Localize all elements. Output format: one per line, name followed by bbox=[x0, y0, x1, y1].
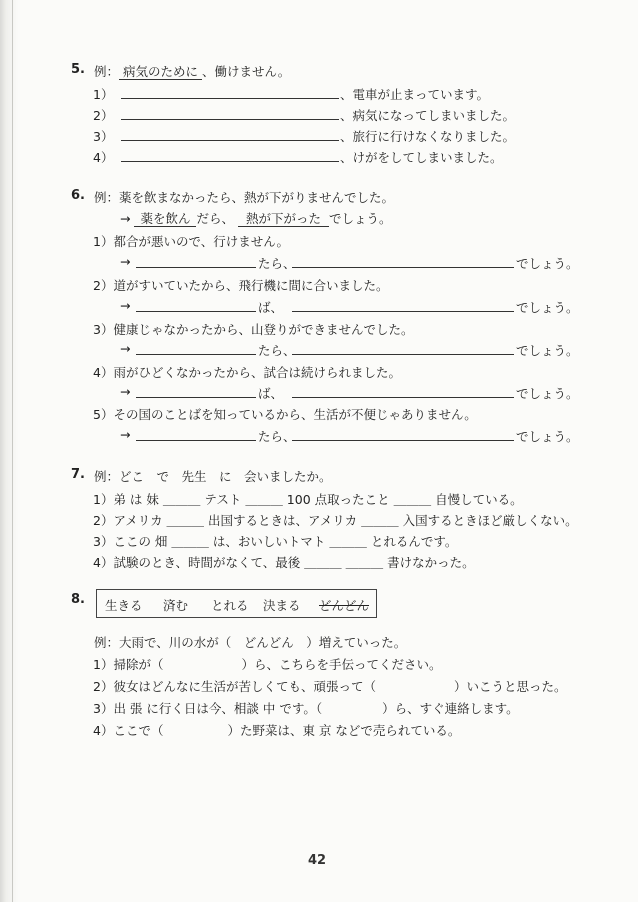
arrow-icon: → bbox=[120, 341, 131, 356]
section-6-example: 例：薬を飲まなかったら、熱が下がりませんでした。 bbox=[94, 190, 395, 205]
s6-item-4-mid: ば、 bbox=[258, 386, 284, 401]
s8-item-2: 2）彼女はどんなに生活が苦しくても、頑張って（ ）いこうと思った。 bbox=[93, 679, 567, 694]
s6-item-3-mid: たら、 bbox=[258, 343, 296, 358]
s6-item-1-blank-a[interactable] bbox=[136, 255, 256, 268]
s6-item-2-blank-a[interactable] bbox=[136, 299, 256, 312]
example-end: でしょう。 bbox=[329, 211, 392, 226]
s5-item-4-number: 4） bbox=[93, 150, 114, 165]
book-spine-shadow bbox=[0, 0, 18, 902]
s5-item-3-number: 3） bbox=[93, 129, 114, 144]
example-label: 例： bbox=[94, 64, 120, 79]
s7-item-1: 1）弟 は 妹 ＿＿＿ テスト ＿＿＿ 100 点取ったこと ＿＿＿ 自慢している。 bbox=[93, 492, 523, 507]
s6-item-5: 5）その国のことばを知っているから、生活が不便じゃありません。 bbox=[93, 407, 477, 422]
example-comma: 、 bbox=[202, 64, 215, 79]
s6-item-1-mid: たら、 bbox=[258, 256, 296, 271]
example-answer-b: 熱が下がった bbox=[238, 211, 329, 227]
s8-item-3: 3）出 張 に行く日は今、相談 中 です。（ ）ら、すぐ連絡します。 bbox=[93, 701, 519, 716]
s8-item-1: 1）掃除が（ ）ら、こちらを手伝ってください。 bbox=[93, 657, 442, 672]
s6-item-1-end: でしょう。 bbox=[516, 256, 579, 271]
s5-item-1-blank[interactable] bbox=[121, 86, 339, 99]
arrow-icon: → bbox=[120, 427, 131, 442]
s5-item-2-number: 2） bbox=[93, 108, 114, 123]
section-6-example-answer bbox=[120, 209, 392, 227]
s6-item-5-blank-b[interactable] bbox=[292, 428, 514, 441]
s6-item-1-blank-b[interactable] bbox=[292, 255, 514, 268]
s5-item-2-ending: 、病気になってしまいました。 bbox=[340, 108, 516, 123]
page-edge-line bbox=[12, 0, 13, 902]
s6-item-4-blank-b[interactable] bbox=[292, 385, 514, 398]
section-5-example bbox=[94, 62, 290, 80]
word-bank-item: 決まる bbox=[263, 598, 301, 613]
example-answer: 病気のために bbox=[119, 64, 202, 80]
arrow-icon: → bbox=[120, 384, 131, 399]
section-7-number: 7. bbox=[71, 467, 85, 482]
section-6-number: 6. bbox=[71, 188, 85, 203]
arrow-icon: → bbox=[120, 254, 131, 269]
s6-item-4: 4）雨がひどくなかったから、試合は続けられました。 bbox=[93, 365, 401, 380]
section-7-example: 例：どこ で 先生 に 会いましたか。 bbox=[94, 469, 332, 484]
s5-item-4-ending: 、けがをしてしまいました。 bbox=[340, 150, 503, 165]
word-bank-box bbox=[96, 589, 377, 618]
arrow-icon: → bbox=[120, 298, 131, 313]
s8-item-4: 4）ここで（ ）た野菜は、東 京 などで売られている。 bbox=[93, 723, 461, 738]
s6-item-3-blank-b[interactable] bbox=[292, 342, 514, 355]
s5-item-2-blank[interactable] bbox=[121, 107, 339, 120]
s6-item-2: 2）道がすいていたから、飛行機に間に合いました。 bbox=[93, 278, 389, 293]
s6-item-2-end: でしょう。 bbox=[516, 300, 579, 315]
s5-item-4-blank[interactable] bbox=[121, 149, 339, 162]
s7-item-2: 2）アメリカ ＿＿＿ 出国するときは、アメリカ ＿＿＿ 入国するときほど厳しくない。 bbox=[93, 513, 578, 528]
word-bank-item-used: どんどん bbox=[319, 598, 370, 613]
s6-item-1: 1）都合が悪いので、行けません。 bbox=[93, 234, 289, 249]
example-mid: だら、 bbox=[196, 211, 234, 226]
s6-item-5-blank-a[interactable] bbox=[136, 428, 256, 441]
s5-item-1-number: 1） bbox=[93, 87, 114, 102]
s6-item-2-mid: ば、 bbox=[258, 300, 284, 315]
s6-item-3-end: でしょう。 bbox=[516, 343, 579, 358]
s5-item-1-ending: 、電車が止まっています。 bbox=[340, 87, 490, 102]
page-number: 42 bbox=[308, 853, 327, 868]
section-8-number: 8. bbox=[71, 592, 85, 607]
word-bank-item: 済む bbox=[163, 598, 189, 613]
s5-item-3-blank[interactable] bbox=[121, 128, 339, 141]
s7-item-4: 4）試験のとき、時間がなくて、最後 ＿＿＿ ＿＿＿ 書けなかった。 bbox=[93, 555, 475, 570]
s6-item-4-blank-a[interactable] bbox=[136, 385, 256, 398]
section-8-example: 例：大雨で、川の水が（ どんどん ）増えていった。 bbox=[94, 635, 407, 650]
s6-item-3: 3）健康じゃなかったから、山登りができませんでした。 bbox=[93, 322, 414, 337]
section-5-number: 5. bbox=[71, 62, 85, 77]
arrow-icon: → bbox=[120, 211, 131, 226]
s6-item-5-end: でしょう。 bbox=[516, 429, 579, 444]
word-bank-item: とれる bbox=[211, 598, 249, 613]
s6-item-2-blank-b[interactable] bbox=[292, 299, 514, 312]
s6-item-4-end: でしょう。 bbox=[516, 386, 579, 401]
example-answer-a: 薬を飲ん bbox=[134, 211, 196, 227]
s6-item-3-blank-a[interactable] bbox=[136, 342, 256, 355]
example-rest: 働けません。 bbox=[214, 64, 291, 79]
s5-item-3-ending: 、旅行に行けなくなりました。 bbox=[340, 129, 516, 144]
s6-item-5-mid: たら、 bbox=[258, 429, 296, 444]
s7-item-3: 3）ここの 畑 ＿＿＿ は、おいしいトマト ＿＿＿ とれるんです。 bbox=[93, 534, 458, 549]
word-bank-item: 生きる bbox=[105, 598, 143, 613]
